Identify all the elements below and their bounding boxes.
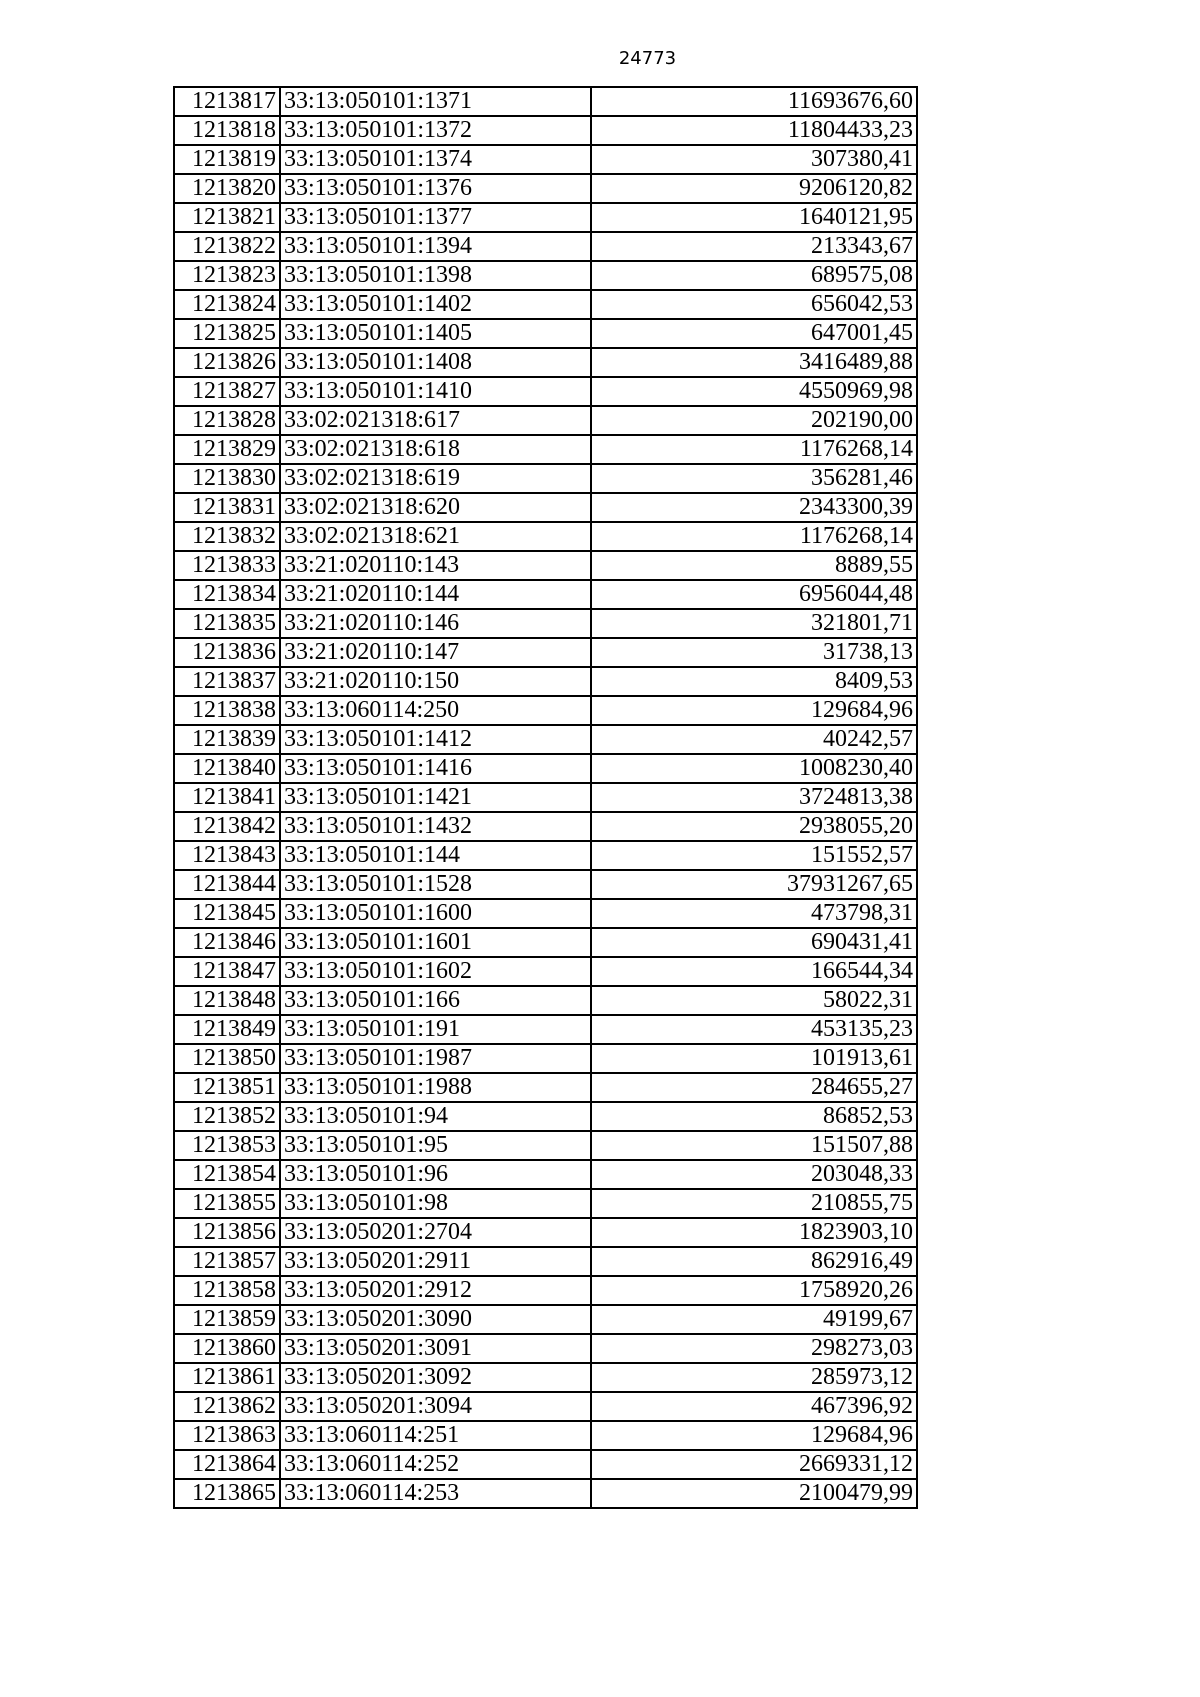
table-body (174, 87, 917, 1508)
table-row (174, 435, 917, 464)
cadastral-number-cell: 33:13:050101:95 (280, 1131, 591, 1160)
cadastral-value-cell: 1758920,26 (591, 1276, 917, 1305)
cadastral-value-cell: 49199,67 (591, 1305, 917, 1334)
cadastral-value-cell: 1176268,14 (591, 522, 917, 551)
table-row (174, 1044, 917, 1073)
cadastral-value-cell: 3724813,38 (591, 783, 917, 812)
row-number-cell: 1213827 (174, 377, 280, 406)
table-row (174, 1131, 917, 1160)
row-number-cell: 1213830 (174, 464, 280, 493)
cadastral-value-cell: 129684,96 (591, 1421, 917, 1450)
table-row (174, 145, 917, 174)
table-row (174, 1276, 917, 1305)
cadastral-value-cell: 2669331,12 (591, 1450, 917, 1479)
cadastral-number-cell: 33:13:050101:1371 (280, 87, 591, 116)
cadastral-number-cell: 33:13:050201:3094 (280, 1392, 591, 1421)
cadastral-number-cell: 33:02:021318:618 (280, 435, 591, 464)
table-row (174, 812, 917, 841)
cadastral-value-cell: 467396,92 (591, 1392, 917, 1421)
table-row (174, 841, 917, 870)
cadastral-value-cell: 129684,96 (591, 696, 917, 725)
row-number-cell: 1213850 (174, 1044, 280, 1073)
cadastral-number-cell: 33:13:060114:253 (280, 1479, 591, 1508)
row-number-cell: 1213828 (174, 406, 280, 435)
table-row (174, 928, 917, 957)
cadastral-number-cell: 33:13:050201:2912 (280, 1276, 591, 1305)
cadastral-number-cell: 33:13:050101:166 (280, 986, 591, 1015)
cadastral-value-cell: 151507,88 (591, 1131, 917, 1160)
row-number-cell: 1213836 (174, 638, 280, 667)
row-number-cell: 1213847 (174, 957, 280, 986)
table-row (174, 1247, 917, 1276)
row-number-cell: 1213838 (174, 696, 280, 725)
cadastral-number-cell: 33:13:050101:1601 (280, 928, 591, 957)
cadastral-value-cell: 689575,08 (591, 261, 917, 290)
cadastral-value-cell: 647001,45 (591, 319, 917, 348)
row-number-cell: 1213822 (174, 232, 280, 261)
cadastral-number-cell: 33:21:020110:147 (280, 638, 591, 667)
cadastral-number-cell: 33:13:050101:96 (280, 1160, 591, 1189)
cadastral-value-cell: 166544,34 (591, 957, 917, 986)
table-row (174, 1363, 917, 1392)
cadastral-number-cell: 33:13:050101:1987 (280, 1044, 591, 1073)
cadastral-number-cell: 33:13:050101:1432 (280, 812, 591, 841)
cadastral-value-cell: 473798,31 (591, 899, 917, 928)
cadastral-value-cell: 656042,53 (591, 290, 917, 319)
cadastral-number-cell: 33:02:021318:619 (280, 464, 591, 493)
row-number-cell: 1213856 (174, 1218, 280, 1247)
table-row (174, 1334, 917, 1363)
cadastral-number-cell: 33:13:050201:3091 (280, 1334, 591, 1363)
cadastral-value-cell: 321801,71 (591, 609, 917, 638)
row-number-cell: 1213826 (174, 348, 280, 377)
row-number-cell: 1213829 (174, 435, 280, 464)
cadastral-value-cell: 307380,41 (591, 145, 917, 174)
cadastral-value-cell: 202190,00 (591, 406, 917, 435)
row-number-cell: 1213858 (174, 1276, 280, 1305)
cadastral-number-cell: 33:13:050101:1372 (280, 116, 591, 145)
table-row (174, 609, 917, 638)
cadastral-number-cell: 33:13:050101:1416 (280, 754, 591, 783)
cadastral-number-cell: 33:13:050101:1398 (280, 261, 591, 290)
row-number-cell: 1213864 (174, 1450, 280, 1479)
cadastral-number-cell: 33:13:060114:251 (280, 1421, 591, 1450)
row-number-cell: 1213833 (174, 551, 280, 580)
table-row (174, 174, 917, 203)
table-row (174, 957, 917, 986)
cadastral-value-cell: 298273,03 (591, 1334, 917, 1363)
cadastral-number-cell: 33:02:021318:620 (280, 493, 591, 522)
cadastral-number-cell: 33:21:020110:150 (280, 667, 591, 696)
table-row (174, 899, 917, 928)
table-row (174, 319, 917, 348)
cadastral-value-cell: 58022,31 (591, 986, 917, 1015)
row-number-cell: 1213865 (174, 1479, 280, 1508)
cadastral-value-cell: 203048,33 (591, 1160, 917, 1189)
cadastral-value-cell: 690431,41 (591, 928, 917, 957)
table-row (174, 551, 917, 580)
cadastral-number-cell: 33:13:050101:1394 (280, 232, 591, 261)
row-number-cell: 1213844 (174, 870, 280, 899)
cadastral-value-cell: 8889,55 (591, 551, 917, 580)
table-row (174, 232, 917, 261)
table-row (174, 87, 917, 116)
row-number-cell: 1213825 (174, 319, 280, 348)
row-number-cell: 1213843 (174, 841, 280, 870)
row-number-cell: 1213849 (174, 1015, 280, 1044)
cadastral-value-cell: 2938055,20 (591, 812, 917, 841)
row-number-cell: 1213839 (174, 725, 280, 754)
cadastral-value-cell: 37931267,65 (591, 870, 917, 899)
cadastral-value-cell: 284655,27 (591, 1073, 917, 1102)
cadastral-number-cell: 33:13:050101:144 (280, 841, 591, 870)
cadastral-number-cell: 33:21:020110:143 (280, 551, 591, 580)
cadastral-number-cell: 33:13:050101:98 (280, 1189, 591, 1218)
row-number-cell: 1213835 (174, 609, 280, 638)
table-row (174, 1073, 917, 1102)
row-number-cell: 1213841 (174, 783, 280, 812)
row-number-cell: 1213819 (174, 145, 280, 174)
cadastral-value-cell: 4550969,98 (591, 377, 917, 406)
cadastral-number-cell: 33:13:060114:250 (280, 696, 591, 725)
cadastral-value-cell: 8409,53 (591, 667, 917, 696)
table-row (174, 638, 917, 667)
row-number-cell: 1213859 (174, 1305, 280, 1334)
cadastral-number-cell: 33:13:050101:1602 (280, 957, 591, 986)
cadastral-value-cell: 6956044,48 (591, 580, 917, 609)
cadastral-number-cell: 33:13:050201:2704 (280, 1218, 591, 1247)
cadastral-number-cell: 33:13:050101:1402 (280, 290, 591, 319)
row-number-cell: 1213848 (174, 986, 280, 1015)
cadastral-value-table (173, 86, 918, 1509)
row-number-cell: 1213834 (174, 580, 280, 609)
table-row (174, 1450, 917, 1479)
cadastral-number-cell: 33:13:050101:1412 (280, 725, 591, 754)
table-row (174, 203, 917, 232)
row-number-cell: 1213853 (174, 1131, 280, 1160)
cadastral-value-cell: 1823903,10 (591, 1218, 917, 1247)
cadastral-number-cell: 33:13:050101:1421 (280, 783, 591, 812)
row-number-cell: 1213818 (174, 116, 280, 145)
cadastral-value-cell: 2100479,99 (591, 1479, 917, 1508)
cadastral-number-cell: 33:13:050101:1528 (280, 870, 591, 899)
table-row (174, 754, 917, 783)
table-row (174, 493, 917, 522)
cadastral-number-cell: 33:13:050101:1374 (280, 145, 591, 174)
cadastral-number-cell: 33:13:050101:1405 (280, 319, 591, 348)
cadastral-value-cell: 453135,23 (591, 1015, 917, 1044)
cadastral-number-cell: 33:13:050201:2911 (280, 1247, 591, 1276)
row-number-cell: 1213832 (174, 522, 280, 551)
table-row (174, 1015, 917, 1044)
table-row (174, 1479, 917, 1508)
cadastral-number-cell: 33:13:050101:1600 (280, 899, 591, 928)
cadastral-value-cell: 2343300,39 (591, 493, 917, 522)
cadastral-number-cell: 33:13:050101:1408 (280, 348, 591, 377)
table-row (174, 580, 917, 609)
table-row (174, 116, 917, 145)
cadastral-value-cell: 285973,12 (591, 1363, 917, 1392)
row-number-cell: 1213821 (174, 203, 280, 232)
cadastral-value-cell: 356281,46 (591, 464, 917, 493)
table-row (174, 348, 917, 377)
cadastral-number-cell: 33:21:020110:144 (280, 580, 591, 609)
row-number-cell: 1213837 (174, 667, 280, 696)
table-row (174, 464, 917, 493)
cadastral-value-cell: 151552,57 (591, 841, 917, 870)
row-number-cell: 1213854 (174, 1160, 280, 1189)
table-row (174, 1421, 917, 1450)
cadastral-number-cell: 33:02:021318:617 (280, 406, 591, 435)
page-number: 24773 (618, 48, 677, 69)
cadastral-number-cell: 33:13:050101:1410 (280, 377, 591, 406)
cadastral-number-cell: 33:13:050101:1377 (280, 203, 591, 232)
table-row (174, 1218, 917, 1247)
row-number-cell: 1213824 (174, 290, 280, 319)
row-number-cell: 1213823 (174, 261, 280, 290)
cadastral-value-cell: 3416489,88 (591, 348, 917, 377)
row-number-cell: 1213861 (174, 1363, 280, 1392)
cadastral-number-cell: 33:13:060114:252 (280, 1450, 591, 1479)
row-number-cell: 1213857 (174, 1247, 280, 1276)
cadastral-value-cell: 86852,53 (591, 1102, 917, 1131)
row-number-cell: 1213851 (174, 1073, 280, 1102)
row-number-cell: 1213860 (174, 1334, 280, 1363)
cadastral-number-cell: 33:13:050101:1376 (280, 174, 591, 203)
cadastral-value-cell: 11693676,60 (591, 87, 917, 116)
cadastral-value-cell: 31738,13 (591, 638, 917, 667)
table-row (174, 870, 917, 899)
cadastral-number-cell: 33:02:021318:621 (280, 522, 591, 551)
cadastral-number-cell: 33:13:050201:3092 (280, 1363, 591, 1392)
table-row (174, 1189, 917, 1218)
cadastral-value-cell: 101913,61 (591, 1044, 917, 1073)
table-row (174, 522, 917, 551)
table-row (174, 1305, 917, 1334)
table-row (174, 377, 917, 406)
table-row (174, 1392, 917, 1421)
row-number-cell: 1213840 (174, 754, 280, 783)
row-number-cell: 1213852 (174, 1102, 280, 1131)
row-number-cell: 1213842 (174, 812, 280, 841)
row-number-cell: 1213846 (174, 928, 280, 957)
table-row (174, 667, 917, 696)
cadastral-value-cell: 213343,67 (591, 232, 917, 261)
table-row (174, 783, 917, 812)
cadastral-number-cell: 33:13:050101:1988 (280, 1073, 591, 1102)
cadastral-number-cell: 33:21:020110:146 (280, 609, 591, 638)
table-row (174, 406, 917, 435)
table-row (174, 261, 917, 290)
cadastral-value-cell: 1176268,14 (591, 435, 917, 464)
row-number-cell: 1213820 (174, 174, 280, 203)
table-row (174, 1160, 917, 1189)
cadastral-value-cell: 1640121,95 (591, 203, 917, 232)
cadastral-value-cell: 210855,75 (591, 1189, 917, 1218)
cadastral-value-cell: 40242,57 (591, 725, 917, 754)
cadastral-number-cell: 33:13:050101:94 (280, 1102, 591, 1131)
row-number-cell: 1213831 (174, 493, 280, 522)
table-row (174, 290, 917, 319)
row-number-cell: 1213817 (174, 87, 280, 116)
cadastral-number-cell: 33:13:050201:3090 (280, 1305, 591, 1334)
cadastral-value-cell: 862916,49 (591, 1247, 917, 1276)
row-number-cell: 1213862 (174, 1392, 280, 1421)
cadastral-value-cell: 11804433,23 (591, 116, 917, 145)
cadastral-number-cell: 33:13:050101:191 (280, 1015, 591, 1044)
row-number-cell: 1213845 (174, 899, 280, 928)
table-row (174, 986, 917, 1015)
cadastral-value-cell: 9206120,82 (591, 174, 917, 203)
table-row (174, 696, 917, 725)
row-number-cell: 1213855 (174, 1189, 280, 1218)
cadastral-value-cell: 1008230,40 (591, 754, 917, 783)
row-number-cell: 1213863 (174, 1421, 280, 1450)
table-row (174, 1102, 917, 1131)
table-row (174, 725, 917, 754)
